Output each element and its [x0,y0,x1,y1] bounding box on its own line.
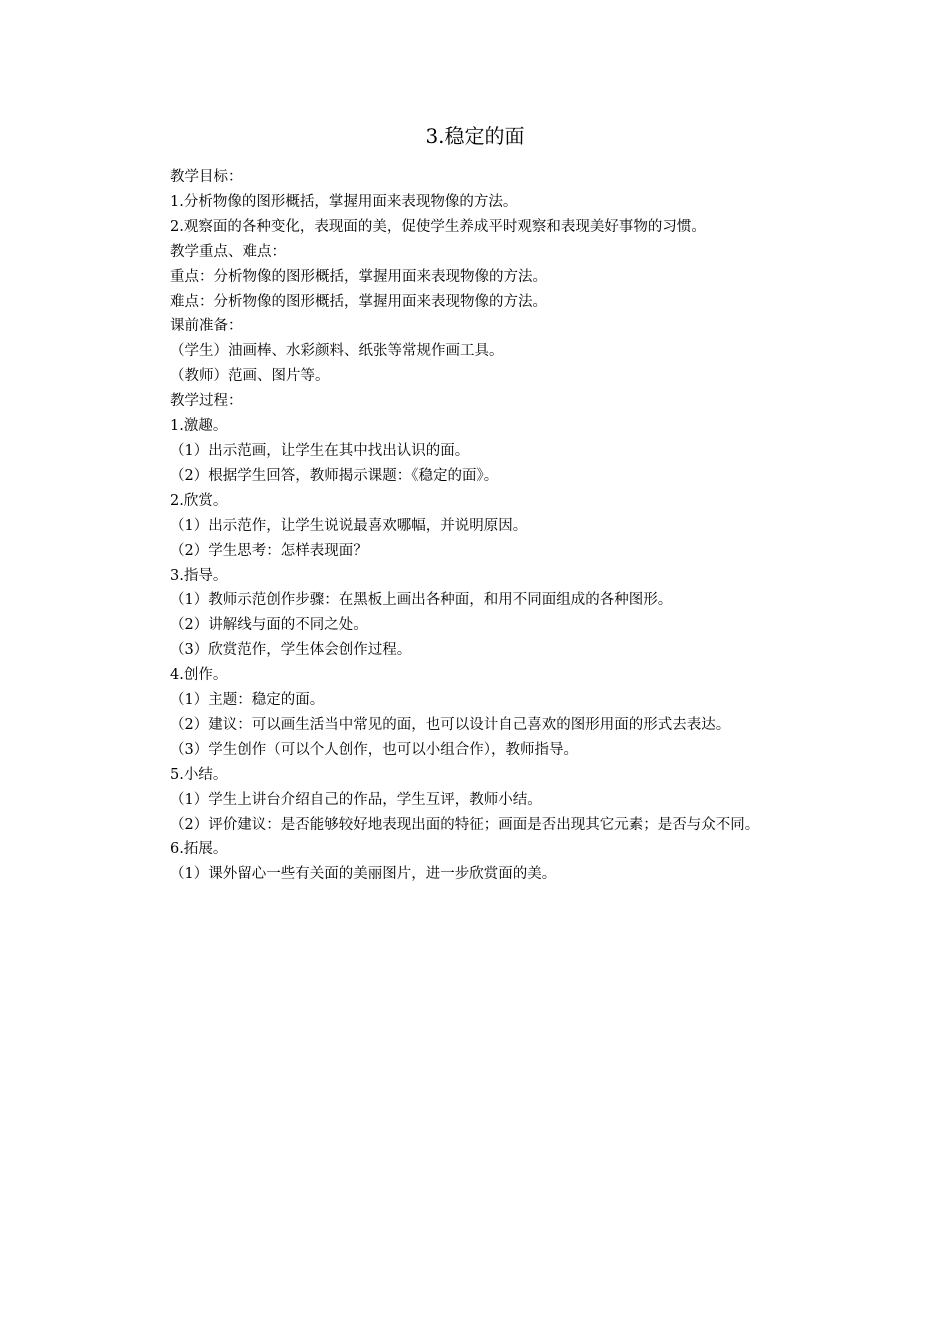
process-sub-item: （2）讲解线与面的不同之处。 [170,617,368,634]
process-step-heading: 2.欣赏。 [170,492,228,509]
document-body [170,165,815,887]
page-title: 3.稳定的面 [425,124,525,148]
process-sub-item: （2）评价建议：是否能够较好地表现出面的特征；画面是否出现其它元素；是否与众不同。 [170,816,760,833]
key-point-item: 重点：分析物像的图形概括，掌握用面来表现物像的方法。 [170,268,547,285]
process-step-heading: 5.小结。 [170,766,228,783]
process-sub-item: （3）欣赏范作，学生体会创作过程。 [170,642,412,659]
process-sub-item: （1）主题：稳定的面。 [170,692,325,709]
process-step-heading: 6.拓展。 [170,841,228,858]
process-sub-item: （1）出示范画，让学生在其中找出认识的面。 [170,442,470,459]
section-heading-key-points: 教学重点、难点： [170,243,286,260]
section-heading-objectives: 教学目标： [170,169,243,185]
process-step-heading: 4.创作。 [170,667,228,684]
process-sub-item: （1）教师示范创作步骤：在黑板上画出各种面，和用不同面组成的各种图形。 [170,592,673,609]
process-sub-item: （1）学生上讲台介绍自己的作品，学生互评，教师小结。 [170,791,542,808]
preparation-item: （学生）油画棒、水彩颜料、纸张等常规作画工具。 [170,343,504,360]
process-sub-item: （2）学生思考：怎样表现面？ [170,542,368,559]
process-sub-item: （1）出示范作，让学生说说最喜欢哪幅，并说明原因。 [170,517,528,534]
preparation-item: （教师）范画、图片等。 [170,368,330,385]
process-sub-item: （2）根据学生回答，教师揭示课题：《稳定的面》。 [170,467,499,484]
section-heading-preparation: 课前准备： [170,318,243,335]
process-sub-item: （2）建议：可以画生活当中常见的面，也可以设计自己喜欢的图形用面的形式去表达。 [170,716,731,733]
difficulty-item: 难点：分析物像的图形概括，掌握用面来表现物像的方法。 [170,293,547,310]
objective-item: 1.分析物像的图形概括，掌握用面来表现物像的方法。 [170,193,518,210]
process-step-heading: 1.激趣。 [170,418,228,435]
objective-item: 2.观察面的各种变化，表现面的美，促使学生养成平时观察和表现美好事物的习惯。 [170,218,706,235]
section-heading-process: 教学过程： [170,393,243,410]
process-step-heading: 3.指导。 [170,567,228,584]
process-sub-item: （1）课外留心一些有关面的美丽图片，进一步欣赏面的美。 [170,866,557,883]
process-sub-item: （3）学生创作（可以个人创作，也可以小组合作），教师指导。 [170,741,578,758]
